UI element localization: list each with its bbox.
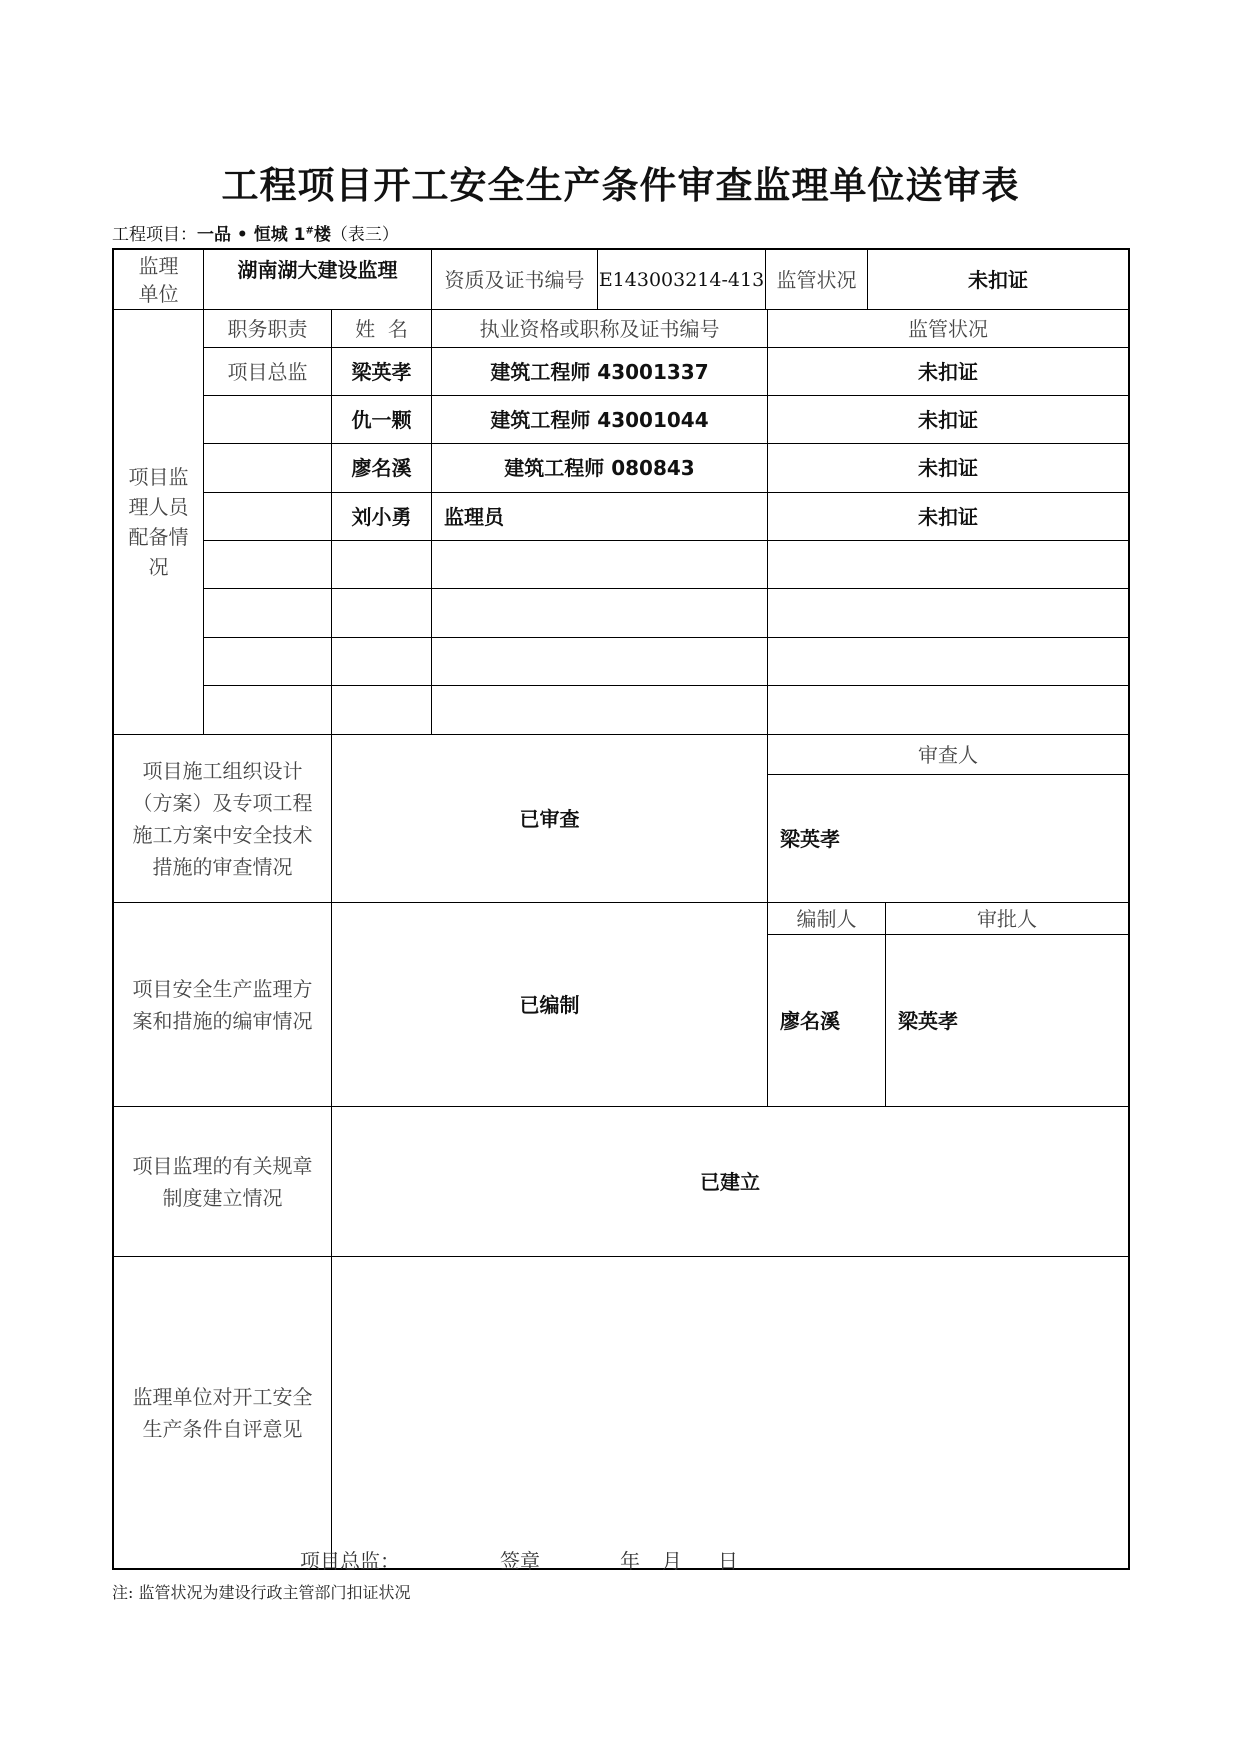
staff-row-7-qual xyxy=(432,638,768,686)
staff-row-4-role xyxy=(204,493,332,541)
table-number: （表三） xyxy=(330,225,399,245)
staff-row-1-status: 未扣证 xyxy=(768,348,1128,396)
staff-row-8-name xyxy=(332,686,432,735)
review-form-table xyxy=(112,248,1130,1570)
staff-row-2-status: 未扣证 xyxy=(768,396,1128,444)
staff-col-role: 职务职责 xyxy=(204,310,332,348)
staff-row-3-name: 廖名溪 xyxy=(332,444,432,493)
plan-review-label: 项目安全生产监理方案和措施的编审情况 xyxy=(114,903,332,1107)
approver-name: 梁英孝 xyxy=(886,935,1128,1107)
staff-row-5-qual xyxy=(432,541,768,589)
compiler-name: 廖名溪 xyxy=(768,935,886,1107)
rules-result: 已建立 xyxy=(332,1107,1128,1257)
staff-row-8-status xyxy=(768,686,1128,735)
design-review-result: 已审查 xyxy=(332,735,768,903)
director-sign-label: 项目总监： xyxy=(300,1549,400,1573)
staff-row-6-qual xyxy=(432,589,768,638)
page-title: 工程项目开工安全生产条件审查监理单位送审表 xyxy=(221,164,1020,207)
supervision-unit-label: 监理 单位 xyxy=(114,250,204,310)
approver-label: 审批人 xyxy=(886,903,1128,935)
self-eval-label: 监理单位对开工安全生产条件自评意见 xyxy=(114,1257,332,1568)
staff-row-6-status xyxy=(768,589,1128,638)
staff-row-5-name xyxy=(332,541,432,589)
staff-col-qual: 执业资格或职称及证书编号 xyxy=(432,310,768,348)
plan-review-result: 已编制 xyxy=(332,903,768,1107)
month-label: 月 xyxy=(662,1549,682,1573)
staff-row-2-qual: 建筑工程师 43001044 xyxy=(432,396,768,444)
design-review-label: 项目施工组织设计（方案）及专项工程施工方案中安全技术措施的审查情况 xyxy=(114,735,332,903)
header-status-label: 监管状况 xyxy=(766,250,868,310)
seal-label: 签章 xyxy=(500,1549,540,1573)
staff-row-7-role xyxy=(204,638,332,686)
staff-row-8-qual xyxy=(432,686,768,735)
project-name-suffix: 楼 xyxy=(313,225,331,245)
staff-section-label: 项目监理人员配备情况 xyxy=(114,310,204,735)
staff-row-4-status: 未扣证 xyxy=(768,493,1128,541)
staff-row-1-name: 梁英孝 xyxy=(332,348,432,396)
staff-row-5-role xyxy=(204,541,332,589)
staff-row-4-name: 刘小勇 xyxy=(332,493,432,541)
compiler-label: 编制人 xyxy=(768,903,886,935)
staff-row-1-qual: 建筑工程师 43001337 xyxy=(432,348,768,396)
staff-row-6-name xyxy=(332,589,432,638)
staff-row-3-role xyxy=(204,444,332,493)
staff-row-3-qual: 建筑工程师 080843 xyxy=(432,444,768,493)
self-eval-opinion xyxy=(332,1257,1128,1568)
header-status-value: 未扣证 xyxy=(868,250,1128,310)
staff-row-7-name xyxy=(332,638,432,686)
rules-label: 项目监理的有关规章制度建立情况 xyxy=(114,1107,332,1257)
signature-line xyxy=(300,1545,738,1574)
staff-row-7-status xyxy=(768,638,1128,686)
staff-col-status: 监管状况 xyxy=(768,310,1128,348)
reviewer-name: 梁英孝 xyxy=(768,775,1128,903)
reviewer-label: 审查人 xyxy=(768,735,1128,775)
footnote: 注: 监管状况为建设行政主管部门扣证状况 xyxy=(112,1583,411,1602)
staff-row-4-qual: 监理员 xyxy=(432,493,768,541)
staff-row-2-name: 仇一颗 xyxy=(332,396,432,444)
cert-value: E143003214-413 xyxy=(598,250,766,310)
staff-row-8-role xyxy=(204,686,332,735)
project-name-sup: # xyxy=(305,225,314,237)
year-label: 年 xyxy=(620,1549,640,1573)
cert-label: 资质及证书编号 xyxy=(432,250,598,310)
staff-row-3-status: 未扣证 xyxy=(768,444,1128,493)
supervision-unit-value: 湖南湖大建设监理 xyxy=(204,250,432,310)
staff-row-2-role xyxy=(204,396,332,444)
staff-row-1-role: 项目总监 xyxy=(204,348,332,396)
project-line xyxy=(112,220,399,245)
staff-row-6-role xyxy=(204,589,332,638)
day-label: 日 xyxy=(718,1549,738,1573)
staff-col-name: 姓 名 xyxy=(332,310,432,348)
staff-row-5-status xyxy=(768,541,1128,589)
project-name: 一品 • 恒城 1 xyxy=(197,225,306,245)
project-label: 工程项目： xyxy=(112,225,197,245)
